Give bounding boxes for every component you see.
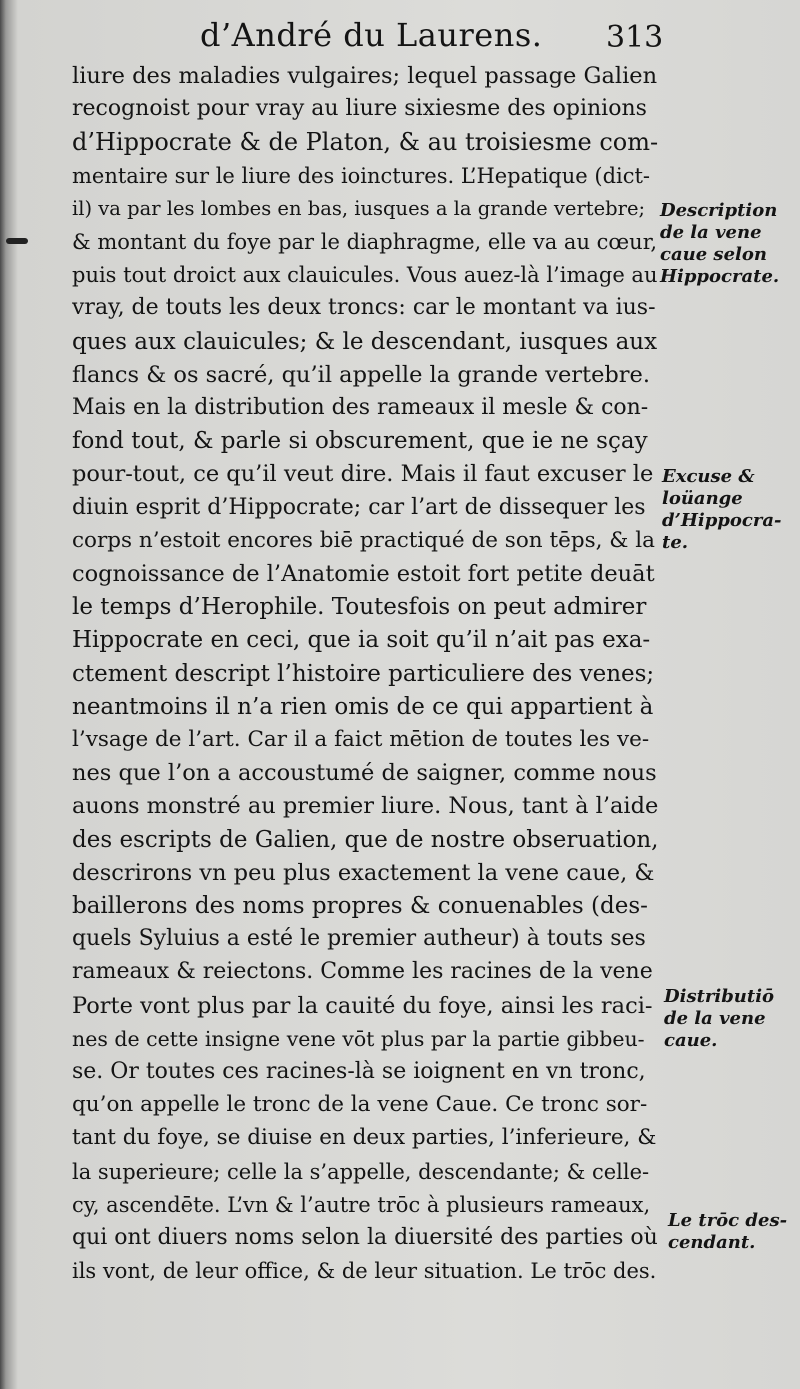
body-line: mentaire sur le liure des ioinctures. L’Hepatique (dict- <box>72 163 651 188</box>
body-line: qui ont diuers noms selon la diuersité des parties où <box>72 1225 658 1250</box>
margin-note <box>668 1210 787 1254</box>
body-line: Hippocrate en ceci, que ia soit qu’il n’ait pas exa- <box>72 627 651 654</box>
body-line: pour-tout, ce qu’il veut dire. Mais il faut excuser le <box>72 461 654 488</box>
body-line: quels Syluius a esté le premier autheur) à touts ses <box>72 926 646 952</box>
body-line: ctement descript l’histoire particuliere des venes; <box>72 660 655 687</box>
body-line: il) va par les lombes en bas, iusques a la grande vertebre; <box>72 196 646 220</box>
body-line: ils vont, de leur office, & de leur situation. Le trōc des. <box>72 1259 657 1284</box>
body-line: puis tout droict aux clauicules. Vous auez-là l’image au <box>72 263 658 288</box>
body-line: rameaux & reiectons. Comme les racines de la vene <box>72 959 653 985</box>
body-line: nes de cette insigne vene vōt plus par la partie gibbeu- <box>72 1026 645 1051</box>
body-line: fond tout, & parle si obscurement, que ie ne sçay <box>72 428 648 455</box>
margin-note-line: de la vene <box>660 222 762 243</box>
body-line: d’Hippocrate & de Platon, & au troisiesme com- <box>72 128 658 157</box>
margin-mark <box>6 238 28 244</box>
body-line: cognoissance de l’Anatomie estoit fort petite deuāt <box>72 561 655 587</box>
margin-note-line: Excuse & <box>662 466 755 487</box>
margin-note-line: d’Hippocra- <box>662 510 782 531</box>
body-line: auons monstré au premier liure. Nous, tant à l’aide <box>72 793 658 820</box>
margin-note-line: loüange <box>662 488 743 509</box>
body-line: le temps d’Herophile. Toutesfois on peut admirer <box>72 594 647 621</box>
body-line: liure des maladies vulgaires; lequel passage Galien <box>72 63 658 89</box>
page-number: 313 <box>606 20 664 55</box>
margin-note-line: te. <box>662 532 689 553</box>
body-line: nes que l’on a accoustumé de saigner, comme nous <box>72 760 657 787</box>
margin-note-line: caue selon <box>660 244 767 265</box>
body-line: baillerons des noms propres & conuenables (des- <box>72 893 648 919</box>
body-line: descrirons vn peu plus exactement la vene caue, & <box>72 859 655 886</box>
margin-note-line: de la vene <box>664 1008 766 1029</box>
body-line: ques aux clauicules; & le descendant, iusques aux <box>72 328 658 355</box>
margin-note-line: Distributiō <box>664 986 775 1007</box>
body-line: neantmoins il n’a rien omis de ce qui appartient à <box>72 693 654 720</box>
body-line: se. Or toutes ces racines-là se ioignent en vn tronc, <box>72 1059 646 1084</box>
body-line: Mais en la distribution des rameaux il mesle & con- <box>72 395 649 420</box>
running-head: d’André du Laurens. <box>200 16 543 54</box>
margin-note <box>662 466 781 554</box>
margin-note-line: caue. <box>664 1030 718 1051</box>
body-line: des escripts de Galien, que de nostre obseruation, <box>72 826 658 853</box>
body-line: vray, de touts les deux troncs: car le montant va ius- <box>72 295 656 321</box>
body-line: Porte vont plus par la cauité du foye, ainsi les raci- <box>72 992 653 1019</box>
margin-note-line: Description <box>660 200 778 221</box>
margin-note-line: Le trōc des- <box>668 1210 788 1231</box>
body-line: diuin esprit d’Hippocrate; car l’art de dissequer les <box>72 494 646 520</box>
body-line: l’vsage de l’art. Car il a faict mētion de toutes les ve- <box>72 727 650 752</box>
margin-note-line: cendant. <box>668 1232 756 1253</box>
body-line: recognoist pour vray au liure sixiesme des opinions <box>72 96 647 122</box>
body-line: & montant du foye par le diaphragme, elle va au cœur, <box>72 230 658 254</box>
margin-note <box>664 986 774 1052</box>
body-line: corps n’estoit encores biē practiqué de son tēps, & la <box>72 527 655 553</box>
body-line: cy, ascendēte. L’vn & l’autre trōc à plusieurs rameaux, <box>72 1192 651 1217</box>
body-line: qu’on appelle le tronc de la vene Caue. Ce tronc sor- <box>72 1092 648 1118</box>
body-line: flancs & os sacré, qu’il appelle la grande vertebre. <box>72 361 651 388</box>
body-line: la superieure; celle la s’appelle, descendante; & celle- <box>72 1159 650 1184</box>
margin-note-line: Hippocrate. <box>660 266 780 287</box>
body-line: tant du foye, se diuise en deux parties, l’inferieure, & <box>72 1125 657 1151</box>
margin-note <box>660 200 779 288</box>
